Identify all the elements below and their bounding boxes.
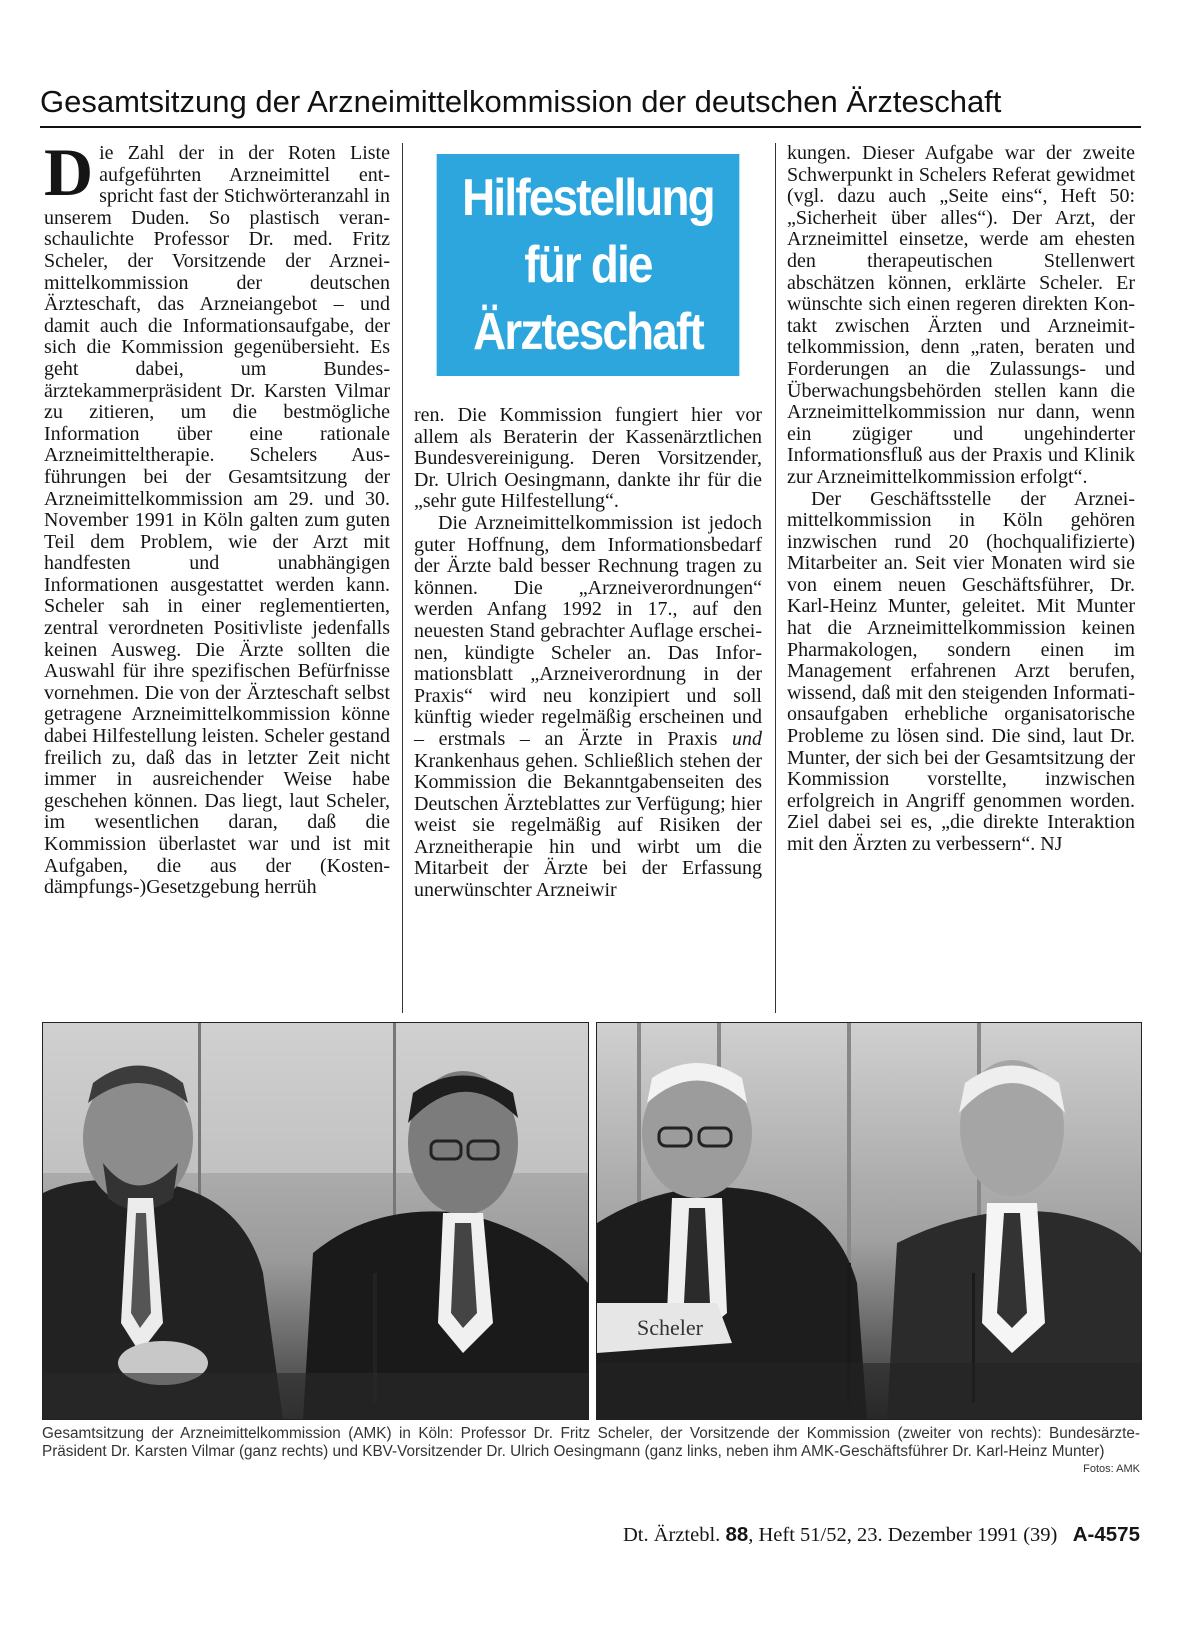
page-footer [623,1523,1140,1547]
headline-rule [40,126,1141,128]
drop-cap: D [44,134,94,210]
teaser-line: Ärzteschaft [473,302,703,361]
photo-munter-oesingmann [42,1022,589,1420]
column-divider [402,143,403,1013]
issue-date: , Heft 51/52, 23. Dezember 1991 (39) [748,1524,1058,1546]
column-1-text: ie Zahl der in der Roten Liste aufgeführten Arzneimittel entspricht fast der Stichwörteranzahl in unserem Duden. So plastisch veranschaulichte Professor Dr. med. Fritz Scheler, der Vorsitzende der Arzneimittelkommission der deutschen Ärzteschaft, das Arzneiangebot – und damit auch die Informationsaufgabe, der sich die Kommission gegenübersieht. Es geht dabei, um Bundesärztekammerpräsident Dr. Karsten Vilmar zu zitieren, um die bestmögliche Information über eine rationale Arzneimitteltherapie. Schelers Ausführungen bei der Gesamtsitzung der Arzneimittelkommission am 29. und 30. November 1991 in Köln galten zum guten Teil dem Problem, wie der Arzt mit handfesten und unabhängigen Informationen ausgestattet werden kann. Scheler sah in einer reglementierten, zentral verordneten Positivliste jedenfalls keinen Ausweg. Die Ärzte sollten die Auswahl für ihre spezifischen Befürfnisse vornehmen. Die von der Ärzteschaft selbst getragene Arzneimittelkommission könne dabei Hilfestellung leisten. Scheler gestand freilich zu, daß das in letzter Zeit nicht immer in ausreichender Weise habe geschehen können. Das liegt, laut Scheler, im wesentlichen daran, daß die Kommission überlastet war und ist mit Aufgaben, die aus der (Kostendämpfungs-)Gesetzgebung herrüh [44,142,391,899]
column-3-paragraph: kungen. Dieser Aufgabe war der zweite Schwerpunkt in Schelers Referat gewidmet (vgl. dazu auch „Seite eins“, Heft 50: „Sicherheit über alles“). Der Arzt, der Arzneimittel einsetze, werde am ehesten den therapeutischen Stellenwert abschätzen können, erklärte Scheler. Er wünschte sich einen regeren direkten Kontakt zwischen Ärzten und Arzneimittelkommission, denn „raten, beraten und Forderungen an die Zulassungs- und Überwachungsbehörden stellen kann die Arzneimittelkommission nur dann, wenn ein zügiger und ungehinderter Informationsfluß aus der Praxis und Klinik zur Arzneimittelkommission erfolgt“. [787,142,1135,488]
column-3-paragraph: Der Geschäftsstelle der Arzneimittelkommission in Köln gehören inzwischen rund 20 (hochqualifizierte) Mitarbeiter an. Seit vier Monaten wird sie von einem neuen Geschäftsführer, Dr. Karl-Heinz Munter, geleitet. Mit Munter hat die Arzneimittelkommission keinen Pharmakologen, sondern einen im Management erfahrenen Arzt berufen, wissend, daß mit den steigenden Informationsaufgaben erhebliche organisatorische Probleme zu lösen sind. Die sind, laut Dr. Munter, der sich bei der Gesamtsitzung der Kommission vorstellte, inzwischen erfolgreich in Angriff genommen worden. Ziel dabei sei es, „die direkte Interaktion mit den Ärzten zu verbessern“. NJ [787,487,1135,855]
volume-number: 88 [725,1523,749,1546]
article-column-1 [44,134,391,1013]
article-column-3 [787,143,1135,1013]
article-column-2 [414,405,762,1013]
page-number: A-4575 [1072,1523,1140,1546]
column-2-paragraph: ren. Die Kommission fungiert hier vor allem als Beraterin der Kassenärztlichen Bundesvereinigung. Deren Vorsitzender, Dr. Ulrich Oesingmann, dankte ihr für die „sehr gute Hilfestellung“. [414,404,762,513]
headline: Gesamtsitzung der Arzneimittelkommission der deutschen Ärzteschaft [40,84,1002,119]
column-2-paragraph: Die Arzneimittelkommission ist jedoch guter Hoffnung, dem Informationsbedarf der Ärzte bald besser Rechnung tragen zu können. Die „Arzneiverordnungen“ werden Anfang 1992 in 17., auf den neuesten Stand gebrachter Auflage erscheinen, kündigte Scheler an. Das Informationsblatt „Arzneiverordnung in der Praxis“ wird neu konzipiert und soll künftig wieder regelmäßig erscheinen und – erstmals – an Ärzte in Praxis und Krankenhaus gehen. Schließlich stehen der Kommission die Bekanntgabenseiten des Deutschen Ärzteblattes zur Verfügung; hier weist sie regelmäßig auf Risiken der Arzneitherapie hin und wirbt um die Mitarbeit der Ärzte bei der Erfassung unerwünschter Arzneiwir [414,511,762,902]
teaser-line: für die [524,235,652,294]
photo-scheler-vilmar [596,1022,1142,1420]
teaser-line: Hilfestellung [462,168,714,227]
photo-caption: Gesamtsitzung der Arzneimittelkommission (AMK) in Köln: Professor Dr. Fritz Scheler, der Vorsitzende der Kommission (zweiter von rechts): Bundesärzte-Präsident Dr. Karsten Vilmar (ganz rechts) und KBV-Vorsitzender Dr. Ulrich Oesingmann (ganz links, neben ihm AMK-Geschäftsführer Dr. Karl-Heinz Munter) [42,1425,1140,1460]
photo-credit: Fotos: AMK [1083,1463,1140,1475]
journal-name: Dt. Ärztebl. [622,1524,721,1546]
teaser-box [437,154,740,376]
column-divider [775,143,776,1013]
nameplate-text: Scheler [637,1315,703,1340]
